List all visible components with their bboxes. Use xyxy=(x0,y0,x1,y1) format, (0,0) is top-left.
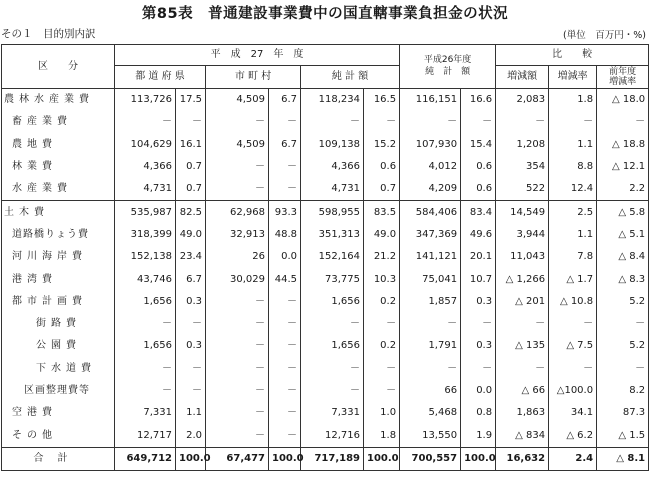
header-fy27: 平 成 27 年 度 xyxy=(115,45,400,66)
cell-net-pct: 0.2 xyxy=(364,291,400,313)
row-label: 林業費 xyxy=(2,156,115,178)
cell-fy26-pct: 49.6 xyxy=(461,224,496,246)
cell-rate: 8.8 xyxy=(549,156,597,178)
cell-muni: － xyxy=(206,178,269,201)
row-label: 土木費 xyxy=(2,201,115,224)
header-prefecture: 都 道 府 県 xyxy=(115,66,206,89)
cell-muni-pct: － xyxy=(269,111,301,133)
row-label: 下水道費 xyxy=(2,358,115,380)
cell-pref-pct: － xyxy=(176,380,206,402)
cell-prev: △ 18.0 xyxy=(597,89,649,112)
cell-muni: － xyxy=(206,313,269,335)
row-label: 河川海岸費 xyxy=(2,246,115,268)
cell-diff: 2,083 xyxy=(496,89,549,112)
cell-diff: 3,944 xyxy=(496,224,549,246)
cell-net-pct: － xyxy=(364,358,400,380)
header-net-total: 純 計 額 xyxy=(301,66,400,89)
cell-net: 118,234 xyxy=(301,89,364,112)
cell-rate: 2.4 xyxy=(549,447,597,470)
table-title: 第85表 普通建設事業費中の国直轄事業負担金の状況 xyxy=(141,6,509,22)
cell-muni: 4,509 xyxy=(206,89,269,112)
cell-diff: △ 1,266 xyxy=(496,268,549,290)
row-label: 区画整理費等 xyxy=(2,380,115,402)
cell-rate: △ 1.7 xyxy=(549,268,597,290)
cell-fy26: 4,209 xyxy=(400,178,461,201)
cell-muni: 67,477 xyxy=(206,447,269,470)
cell-net: 4,731 xyxy=(301,178,364,201)
cell-prev: △ 1.5 xyxy=(597,424,649,447)
table-row xyxy=(2,156,649,178)
cell-pref: 649,712 xyxy=(115,447,176,470)
cell-diff: 1,208 xyxy=(496,134,549,156)
cell-rate: 7.8 xyxy=(549,246,597,268)
cell-pref-pct: 1.1 xyxy=(176,402,206,424)
cell-rate: 1.1 xyxy=(549,224,597,246)
cell-diff: 522 xyxy=(496,178,549,201)
cell-diff: △ 66 xyxy=(496,380,549,402)
cell-net: 598,955 xyxy=(301,201,364,224)
cell-fy26-pct: 1.9 xyxy=(461,424,496,447)
table-row xyxy=(2,402,649,424)
row-label: 水産業費 xyxy=(2,178,115,201)
header-category: 区 分 xyxy=(2,45,115,89)
cell-net-pct: 16.5 xyxy=(364,89,400,112)
cell-fy26: 700,557 xyxy=(400,447,461,470)
cell-rate: 2.5 xyxy=(549,201,597,224)
row-label: 道路橋りょう費 xyxy=(2,224,115,246)
cell-pref-pct: 6.7 xyxy=(176,268,206,290)
table-row xyxy=(2,224,649,246)
cell-muni-pct: 0.0 xyxy=(269,246,301,268)
cell-muni-pct: － xyxy=(269,424,301,447)
cell-fy26: 75,041 xyxy=(400,268,461,290)
cell-pref: 43,746 xyxy=(115,268,176,290)
cell-fy26: 107,930 xyxy=(400,134,461,156)
table-row xyxy=(2,291,649,313)
cell-fy26-pct: 0.6 xyxy=(461,178,496,201)
cell-fy26-pct: － xyxy=(461,111,496,133)
cell-muni: 30,029 xyxy=(206,268,269,290)
cell-muni-pct: 6.7 xyxy=(269,89,301,112)
cell-pref: 1,656 xyxy=(115,335,176,357)
cell-pref: － xyxy=(115,380,176,402)
cell-fy26-pct: 16.6 xyxy=(461,89,496,112)
cell-net: 7,331 xyxy=(301,402,364,424)
cell-net-pct: 83.5 xyxy=(364,201,400,224)
table-row xyxy=(2,201,649,224)
cell-rate: 12.4 xyxy=(549,178,597,201)
cell-muni-pct: － xyxy=(269,380,301,402)
row-label: 畜産業費 xyxy=(2,111,115,133)
table-row xyxy=(2,358,649,380)
table-row xyxy=(2,134,649,156)
cell-pref-pct: － xyxy=(176,358,206,380)
cell-net-pct: 49.0 xyxy=(364,224,400,246)
cell-fy26-pct: － xyxy=(461,358,496,380)
cell-muni-pct: － xyxy=(269,358,301,380)
cell-muni-pct: 48.8 xyxy=(269,224,301,246)
cell-prev: 8.2 xyxy=(597,380,649,402)
row-label: 農地費 xyxy=(2,134,115,156)
cell-net: 152,164 xyxy=(301,246,364,268)
data-table xyxy=(1,44,649,471)
cell-muni: 62,968 xyxy=(206,201,269,224)
cell-pref: 4,366 xyxy=(115,156,176,178)
cell-pref: 104,629 xyxy=(115,134,176,156)
cell-fy26: 13,550 xyxy=(400,424,461,447)
cell-prev: △ 5.8 xyxy=(597,201,649,224)
cell-prev: 2.2 xyxy=(597,178,649,201)
cell-fy26-pct: 20.1 xyxy=(461,246,496,268)
cell-fy26: 4,012 xyxy=(400,156,461,178)
table-row xyxy=(2,268,649,290)
cell-rate: △ 7.5 xyxy=(549,335,597,357)
table-row xyxy=(2,447,649,470)
cell-diff: 11,043 xyxy=(496,246,549,268)
cell-net-pct: 1.0 xyxy=(364,402,400,424)
cell-pref-pct: － xyxy=(176,111,206,133)
header-fy26: 平成26年度 純 計 額 xyxy=(400,45,496,89)
cell-prev: △ 5.1 xyxy=(597,224,649,246)
cell-fy26: － xyxy=(400,313,461,335)
cell-muni: 4,509 xyxy=(206,134,269,156)
cell-net-pct: 0.2 xyxy=(364,335,400,357)
cell-fy26-pct: 83.4 xyxy=(461,201,496,224)
cell-prev: 5.2 xyxy=(597,335,649,357)
cell-diff: － xyxy=(496,313,549,335)
cell-pref-pct: 100.0 xyxy=(176,447,206,470)
cell-pref-pct: － xyxy=(176,313,206,335)
cell-pref-pct: 2.0 xyxy=(176,424,206,447)
cell-fy26: 116,151 xyxy=(400,89,461,112)
cell-muni: － xyxy=(206,335,269,357)
cell-muni-pct: － xyxy=(269,402,301,424)
cell-diff: － xyxy=(496,111,549,133)
cell-pref-pct: 23.4 xyxy=(176,246,206,268)
row-label: 合計 xyxy=(2,447,115,470)
cell-net: 1,656 xyxy=(301,291,364,313)
cell-fy26-pct: 0.6 xyxy=(461,156,496,178)
cell-fy26-pct: 0.3 xyxy=(461,335,496,357)
cell-rate: 1.8 xyxy=(549,89,597,112)
table-row xyxy=(2,335,649,357)
cell-pref: 1,656 xyxy=(115,291,176,313)
table-row xyxy=(2,111,649,133)
cell-net: 717,189 xyxy=(301,447,364,470)
cell-net: － xyxy=(301,358,364,380)
cell-diff: 354 xyxy=(496,156,549,178)
cell-net: 109,138 xyxy=(301,134,364,156)
table-row xyxy=(2,424,649,447)
cell-net-pct: 0.7 xyxy=(364,178,400,201)
cell-fy26-pct: 0.0 xyxy=(461,380,496,402)
row-label: 街路費 xyxy=(2,313,115,335)
cell-muni-pct: － xyxy=(269,156,301,178)
cell-prev: － xyxy=(597,313,649,335)
cell-rate: △ 6.2 xyxy=(549,424,597,447)
cell-prev: 5.2 xyxy=(597,291,649,313)
cell-fy26: 1,857 xyxy=(400,291,461,313)
cell-net: 12,716 xyxy=(301,424,364,447)
cell-net-pct: － xyxy=(364,111,400,133)
cell-rate: △ 10.8 xyxy=(549,291,597,313)
cell-diff: 1,863 xyxy=(496,402,549,424)
cell-net: － xyxy=(301,380,364,402)
cell-muni: － xyxy=(206,358,269,380)
row-label: 農林水産業費 xyxy=(2,89,115,112)
cell-fy26-pct: 15.4 xyxy=(461,134,496,156)
cell-muni: 26 xyxy=(206,246,269,268)
cell-rate: 34.1 xyxy=(549,402,597,424)
cell-muni: － xyxy=(206,156,269,178)
cell-pref-pct: 0.7 xyxy=(176,156,206,178)
cell-prev: － xyxy=(597,358,649,380)
cell-diff: △ 135 xyxy=(496,335,549,357)
cell-prev: △ 18.8 xyxy=(597,134,649,156)
row-label: 都市計画費 xyxy=(2,291,115,313)
cell-diff: 16,632 xyxy=(496,447,549,470)
cell-rate: － xyxy=(549,111,597,133)
cell-muni: － xyxy=(206,424,269,447)
cell-fy26-pct: 10.7 xyxy=(461,268,496,290)
cell-pref-pct: 82.5 xyxy=(176,201,206,224)
cell-net-pct: － xyxy=(364,313,400,335)
cell-muni: － xyxy=(206,402,269,424)
row-label: 公園費 xyxy=(2,335,115,357)
cell-net: 4,366 xyxy=(301,156,364,178)
row-label: 空港費 xyxy=(2,402,115,424)
cell-net: － xyxy=(301,111,364,133)
cell-pref-pct: 0.3 xyxy=(176,335,206,357)
cell-diff: 14,549 xyxy=(496,201,549,224)
cell-prev: － xyxy=(597,111,649,133)
cell-muni: 32,913 xyxy=(206,224,269,246)
cell-pref: － xyxy=(115,111,176,133)
cell-muni-pct: 44.5 xyxy=(269,268,301,290)
table-row xyxy=(2,178,649,201)
cell-prev: 87.3 xyxy=(597,402,649,424)
header-municipal: 市 町 村 xyxy=(206,66,301,89)
cell-rate: △100.0 xyxy=(549,380,597,402)
cell-diff: △ 834 xyxy=(496,424,549,447)
cell-pref: － xyxy=(115,313,176,335)
cell-fy26-pct: 0.3 xyxy=(461,291,496,313)
header-change-amount: 増減額 xyxy=(496,66,549,89)
cell-muni: － xyxy=(206,380,269,402)
cell-net: 73,775 xyxy=(301,268,364,290)
cell-prev: △ 12.1 xyxy=(597,156,649,178)
cell-rate: － xyxy=(549,313,597,335)
cell-fy26-pct: 100.0 xyxy=(461,447,496,470)
cell-prev: △ 8.4 xyxy=(597,246,649,268)
cell-pref-pct: 0.3 xyxy=(176,291,206,313)
cell-pref: 152,138 xyxy=(115,246,176,268)
cell-fy26: 347,369 xyxy=(400,224,461,246)
table-row xyxy=(2,380,649,402)
cell-pref-pct: 17.5 xyxy=(176,89,206,112)
cell-pref: 12,717 xyxy=(115,424,176,447)
cell-rate: － xyxy=(549,358,597,380)
cell-muni-pct: 6.7 xyxy=(269,134,301,156)
cell-net: 1,656 xyxy=(301,335,364,357)
cell-diff: △ 201 xyxy=(496,291,549,313)
row-label: その他 xyxy=(2,424,115,447)
table-row xyxy=(2,313,649,335)
header-prev-change-rate: 前年度 増減率 xyxy=(597,66,649,89)
cell-net-pct: 1.8 xyxy=(364,424,400,447)
header-comparison: 比 較 xyxy=(496,45,649,66)
cell-muni: － xyxy=(206,291,269,313)
cell-rate: 1.1 xyxy=(549,134,597,156)
table-row xyxy=(2,246,649,268)
cell-fy26: 66 xyxy=(400,380,461,402)
cell-muni-pct: 100.0 xyxy=(269,447,301,470)
cell-prev: △ 8.3 xyxy=(597,268,649,290)
cell-pref-pct: 0.7 xyxy=(176,178,206,201)
cell-muni: － xyxy=(206,111,269,133)
cell-diff: － xyxy=(496,358,549,380)
cell-muni-pct: 93.3 xyxy=(269,201,301,224)
unit-note: (単位 百万円・%) xyxy=(563,30,646,41)
cell-net-pct: 100.0 xyxy=(364,447,400,470)
cell-net-pct: 15.2 xyxy=(364,134,400,156)
cell-fy26-pct: － xyxy=(461,313,496,335)
cell-pref: 535,987 xyxy=(115,201,176,224)
cell-pref-pct: 49.0 xyxy=(176,224,206,246)
cell-fy26: － xyxy=(400,111,461,133)
cell-muni-pct: － xyxy=(269,313,301,335)
cell-pref: － xyxy=(115,358,176,380)
cell-net: － xyxy=(301,313,364,335)
header-change-rate: 増減率 xyxy=(549,66,597,89)
cell-pref-pct: 16.1 xyxy=(176,134,206,156)
cell-net-pct: 0.6 xyxy=(364,156,400,178)
cell-prev: △ 8.1 xyxy=(597,447,649,470)
cell-fy26: 5,468 xyxy=(400,402,461,424)
cell-muni-pct: － xyxy=(269,178,301,201)
table-body xyxy=(2,89,649,471)
cell-muni-pct: － xyxy=(269,291,301,313)
cell-fy26-pct: 0.8 xyxy=(461,402,496,424)
cell-net-pct: 21.2 xyxy=(364,246,400,268)
cell-pref: 113,726 xyxy=(115,89,176,112)
cell-fy26: 584,406 xyxy=(400,201,461,224)
cell-net: 351,313 xyxy=(301,224,364,246)
cell-fy26: 1,791 xyxy=(400,335,461,357)
cell-muni-pct: － xyxy=(269,335,301,357)
cell-net-pct: 10.3 xyxy=(364,268,400,290)
cell-pref: 7,331 xyxy=(115,402,176,424)
cell-net-pct: － xyxy=(364,380,400,402)
table-subtitle: その１ 目的別内訳 xyxy=(1,28,96,40)
table-row xyxy=(2,89,649,112)
cell-pref: 4,731 xyxy=(115,178,176,201)
cell-pref: 318,399 xyxy=(115,224,176,246)
cell-fy26: 141,121 xyxy=(400,246,461,268)
cell-fy26: － xyxy=(400,358,461,380)
row-label: 港湾費 xyxy=(2,268,115,290)
